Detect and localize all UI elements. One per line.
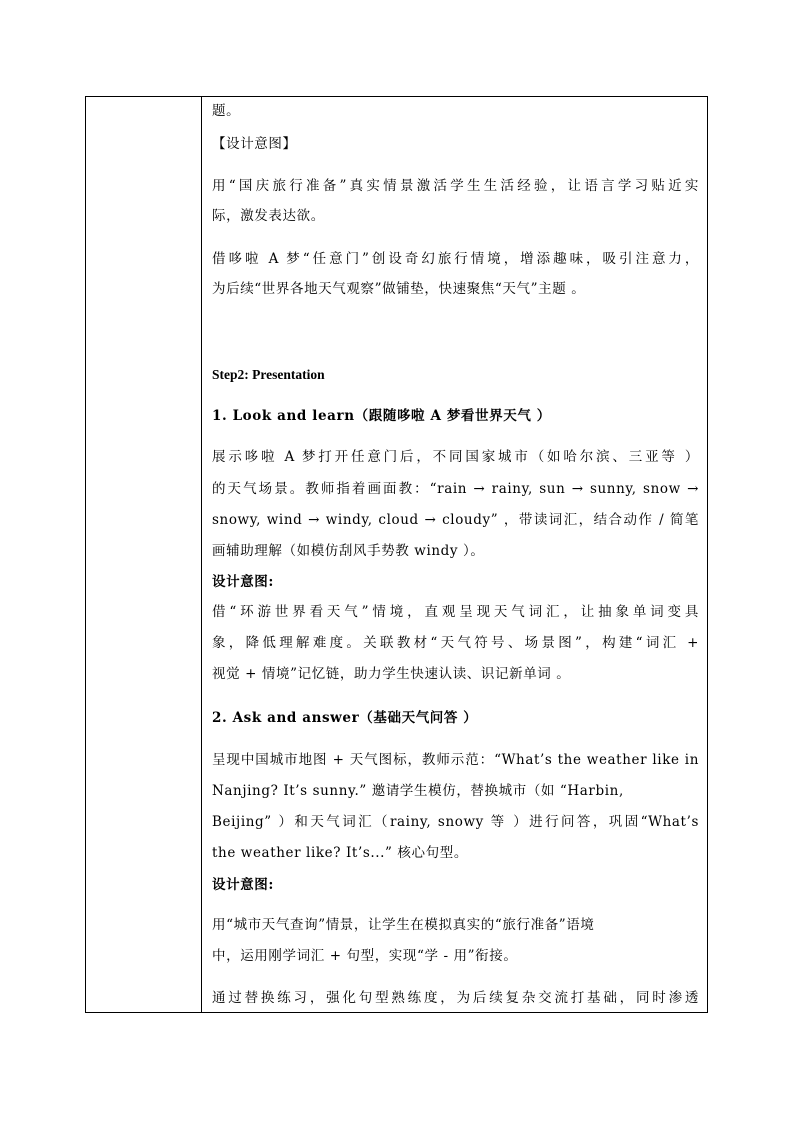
text-line: 题。 [212, 103, 241, 119]
text-line: 用“城市天气查询”情景，让学生在模拟真实的“旅行准备”语境 [212, 917, 595, 933]
text-line: 借哆啦 A 梦“任意门”创设奇幻旅行情境，增添趣味，吸引注意力， [212, 251, 699, 267]
text-line: Nanjing? It’s sunny.” 邀请学生模仿，替换城市（如 “Harbin, [212, 783, 624, 799]
text-line: 为后续“世界各地天气观察”做铺垫，快速聚焦“天气”主题 。 [212, 281, 586, 297]
text-line: 象，降低理解难度。关联教材“天气符号、场景图”，构建“词汇 + [212, 635, 699, 651]
lesson-plan-table [85, 96, 708, 1013]
text-line: 中，运用刚学词汇 + 句型，实现“学 - 用”衔接。 [212, 948, 518, 964]
text-line: 画辅助理解（如模仿刮风手势教 windy ）。 [212, 543, 485, 559]
design-intent-label: 设计意图: [212, 574, 274, 590]
text-line: 借“环游世界看天气”情境，直观呈现天气词汇，让抽象单词变具 [212, 604, 699, 620]
right-column-cell [202, 97, 707, 1012]
text-line: snowy, wind → windy, cloud → cloudy” ，带读词汇，结合动作 / 简笔 [212, 512, 699, 528]
section-heading-design-intent: 【设计意图】 [212, 136, 297, 152]
text-line: 用“国庆旅行准备”真实情景激活学生生活经验，让语言学习贴近实 [212, 178, 699, 194]
text-line: 呈现中国城市地图 + 天气图标，教师示范：“What’s the weather like in [212, 752, 699, 768]
step-heading: Step2: Presentation [212, 367, 325, 382]
subsection-heading: 2. Ask and answer（基础天气问答 ） [212, 710, 478, 726]
subsection-heading: 1. Look and learn（跟随哆啦 A 梦看世界天气 ） [212, 408, 551, 424]
text-line: 视觉 + 情境”记忆链，助力学生快速认读、识记新单词 。 [212, 666, 571, 682]
text-line: Beijing” ）和天气词汇（rainy, snowy 等 ）进行问答，巩固“What’s [212, 814, 699, 830]
text-line: the weather like? It’s...” 核心句型。 [212, 845, 468, 861]
text-line: 展示哆啦 A 梦打开任意门后，不同国家城市（如哈尔滨、三亚等 ） [212, 449, 699, 465]
left-column-cell [86, 97, 202, 1012]
design-intent-label: 设计意图: [212, 877, 274, 893]
text-line: 际，激发表达欲。 [212, 208, 325, 224]
text-line: 通过替换练习，强化句型熟练度，为后续复杂交流打基础，同时渗透 [212, 990, 699, 1006]
text-line: 的天气场景。教师指着画面教：“rain → rainy, sun → sunny, snow → [212, 481, 699, 497]
